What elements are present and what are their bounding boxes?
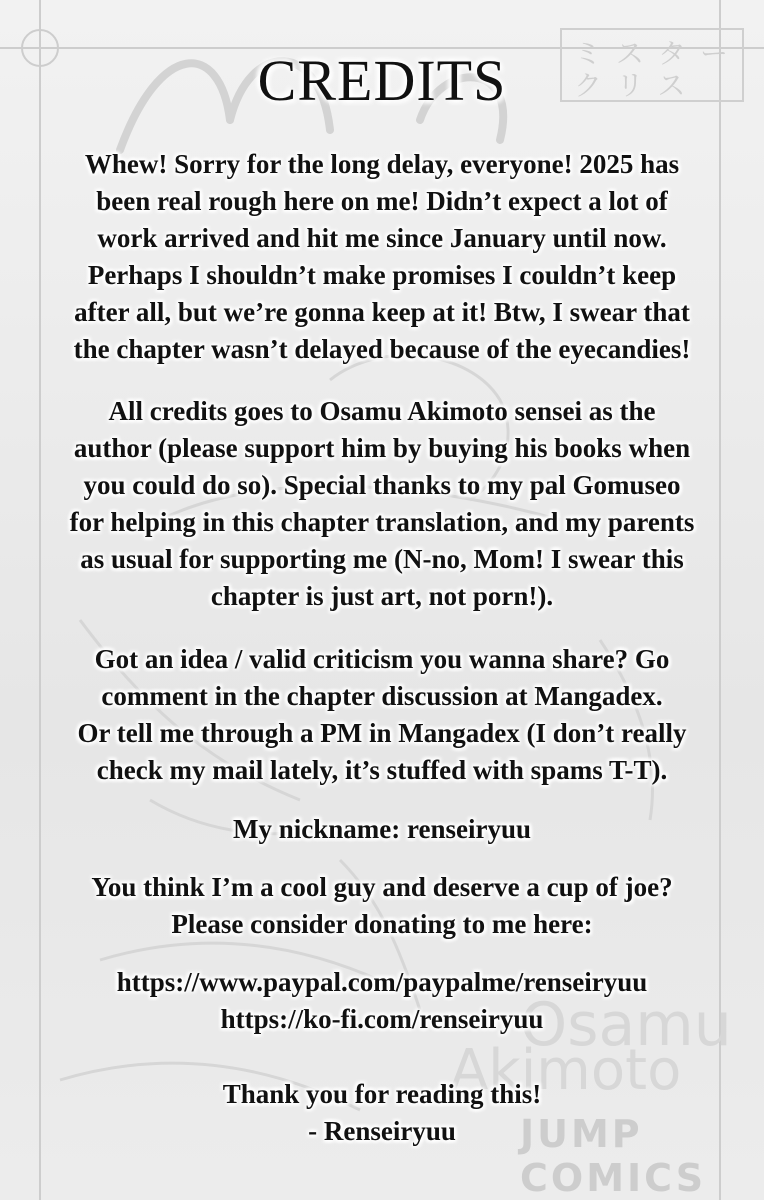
paragraph-credits <box>10 393 754 615</box>
text-line: chapter is just art, not porn!). <box>210 581 554 611</box>
text-line: Please consider donating to me here: <box>171 909 593 939</box>
paragraph-signoff <box>10 1076 754 1150</box>
text-line: as usual for supporting me (N-no, Mom! I swear this <box>80 544 684 574</box>
text-line: the chapter wasn’t delayed because of the eyecandies! <box>73 334 691 364</box>
kofi-link[interactable]: https://ko-fi.com/renseiryuu <box>220 1004 544 1034</box>
text-line: check my mail lately, it’s stuffed with spams T-T). <box>96 755 668 785</box>
signature: - Renseiryuu <box>308 1116 456 1146</box>
paragraph-links <box>10 964 754 1038</box>
paypal-link[interactable]: https://www.paypal.com/paypalme/renseiryuu <box>116 967 648 997</box>
text-line: for helping in this chapter translation, and my parents <box>69 507 695 537</box>
text-line: Whew! Sorry for the long delay, everyone! 2025 has <box>84 149 680 179</box>
text-line: work arrived and hit me since January until now. <box>97 223 667 253</box>
text-line: you could do so). Special thanks to my pal Gomuseo <box>83 470 681 500</box>
text-line: Perhaps I shouldn’t make promises I couldn’t keep <box>87 260 677 290</box>
logo-text-bottom: クリス <box>574 69 700 102</box>
text-line: comment in the chapter discussion at Mangadex. <box>101 681 663 711</box>
text-line: Or tell me through a PM in Mangadex (I don’t really <box>77 718 687 748</box>
logo-text-top: ミスター <box>574 37 743 70</box>
text-line: Got an idea / valid criticism you wanna share? Go <box>94 644 670 674</box>
watermark-akimoto: Akimoto <box>450 1038 682 1103</box>
text-line: My nickname: renseiryuu <box>233 814 531 844</box>
paragraph-feedback <box>10 641 754 789</box>
text-line: You think I’m a cool guy and deserve a cup of joe? <box>91 872 673 902</box>
text-line: Thank you for reading this! <box>222 1079 542 1109</box>
watermark-jump-comics: JUMP COMICS <box>520 1112 707 1200</box>
text-line: been real rough here on me! Didn’t expect a lot of <box>96 186 668 216</box>
page-title: CREDITS <box>257 48 507 113</box>
watermark-osamu: Osamu <box>520 990 732 1060</box>
paragraph-nickname <box>10 811 754 848</box>
text-line: author (please support him by buying his books when <box>73 433 691 463</box>
paragraph-apology <box>10 146 754 368</box>
text-line: All credits goes to Osamu Akimoto sensei as the <box>108 396 656 426</box>
text-line: after all, but we’re gonna keep at it! Btw, I swear that <box>74 297 690 327</box>
paragraph-donate <box>10 869 754 943</box>
